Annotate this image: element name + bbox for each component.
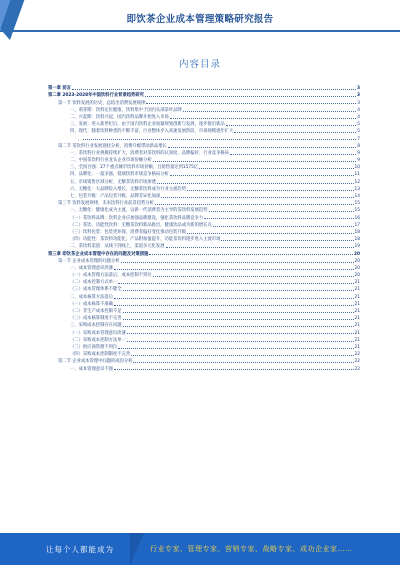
page-header xyxy=(0,0,400,33)
toc-entry-page: 9 xyxy=(357,158,360,164)
toc-entry-page: 20 xyxy=(354,265,360,271)
toc-entry[interactable] xyxy=(48,170,360,177)
toc-leader-dots xyxy=(161,197,353,198)
toc-leader-dots xyxy=(168,147,356,148)
toc-leader-dots xyxy=(226,125,357,126)
toc-entry-label: 七、包装升级：产品包装升级，品牌差异化加深 xyxy=(70,194,161,199)
toc-leader-dots xyxy=(234,132,356,133)
footer-slogan: 让每个人都能成为 xyxy=(46,545,114,554)
toc-leader-dots xyxy=(123,319,354,320)
toc-leader-dots xyxy=(131,355,353,356)
toc-leader-dots xyxy=(170,175,354,176)
toc-entry-label: （二）非生产成本控制不足 xyxy=(70,309,122,314)
toc-entry-page: 15 xyxy=(354,208,360,214)
toc-leader-dots xyxy=(204,218,353,219)
toc-entry-page: 17 xyxy=(354,222,360,228)
toc-entry-page: 21 xyxy=(354,294,360,300)
toc-entry[interactable] xyxy=(48,343,360,350)
toc-entry-label: 二、茶饮料渠道：从线下到线上，渠道多元化发展 xyxy=(70,244,165,250)
toc-entry-label: 一、无糖化：健康化成为主流，以新一代消费者为主导的茶饮料发展趋势 xyxy=(70,208,208,214)
toc-entry-page: 18 xyxy=(354,229,360,235)
toc-leader-dots xyxy=(133,362,353,363)
toc-entry[interactable] xyxy=(48,120,360,127)
toc-entry-label: 六、无糖化：大品牌投入增长，无糖茶饮料成为行业主流趋势 xyxy=(70,186,187,192)
toc-leader-dots xyxy=(170,118,356,119)
toc-leader-dots xyxy=(213,226,354,227)
footer-divider xyxy=(130,533,144,565)
toc-entry[interactable] xyxy=(48,163,360,170)
toc-leader-dots xyxy=(118,348,353,349)
toc-entry-page: 21 xyxy=(354,344,360,350)
toc-entry-label: 一、成本管理意识淡薄 xyxy=(70,265,113,271)
toc-entry[interactable] xyxy=(48,228,360,235)
footer-roles: 行业专家、管理专家、营销专家、战略专家、成功企业家…… xyxy=(150,545,353,553)
toc-leader-dots xyxy=(123,326,354,327)
toc-entry-label: 第三节 饮料发展规律，未来饮料行业前景趋势分析 xyxy=(58,201,154,207)
toc-entry-page: 20 xyxy=(354,258,360,264)
toc-entry-page: 21 xyxy=(354,330,360,336)
toc-entry-page: 20 xyxy=(354,251,360,257)
toc-entry-label: （三）饮料包装：包装更环保，消费者偏好变化推动包装升级 xyxy=(70,229,187,235)
toc-leader-dots xyxy=(209,211,354,212)
toc-entry-page: 22 xyxy=(354,366,360,372)
toc-leader-dots xyxy=(83,139,356,140)
toc-entry[interactable] xyxy=(48,149,360,156)
toc-entry-page: 16 xyxy=(354,215,360,221)
page-footer xyxy=(0,533,400,565)
toc-entry-page: 21 xyxy=(354,316,360,322)
report-title: 即饮茶企业成本管理策略研究报告 xyxy=(126,14,274,25)
toc-entry-label: 第二节 茶饮料行业发展现状分析，消费升级带动新品增长 xyxy=(58,143,167,149)
toc-leader-dots xyxy=(187,190,354,191)
toc-entry-page: 3 xyxy=(357,86,360,92)
toc-leader-dots xyxy=(230,154,356,155)
toc-entry-label: （二）茶饮、功能性饮料：无糖茶饮料新品推出，健康饮品成为新的增长点 xyxy=(70,222,212,228)
toc-leader-dots xyxy=(114,305,354,306)
toc-entry[interactable] xyxy=(48,113,360,120)
toc-leader-dots xyxy=(199,168,353,169)
toc-entry-label: 二、兴起期：饮料兴起，国内饮料品牌开始进入市场 xyxy=(70,114,169,120)
toc-leader-dots xyxy=(114,269,354,270)
toc-entry[interactable] xyxy=(48,84,360,91)
toc-entry[interactable] xyxy=(48,185,360,192)
toc-entry-page: 21 xyxy=(354,309,360,314)
toc-leader-dots xyxy=(114,369,354,370)
toc-leader-dots xyxy=(157,183,354,184)
toc-entry-label: 第一章 前言 xyxy=(48,86,71,92)
toc-entry[interactable] xyxy=(48,278,360,285)
toc-entry[interactable] xyxy=(48,271,360,278)
toc-entry-label: （三）成本核算制度不完善 xyxy=(70,316,122,322)
toc-entry[interactable] xyxy=(48,328,360,335)
toc-entry-page: 21 xyxy=(354,280,360,286)
toc-entry-page: 3 xyxy=(357,93,360,99)
toc-entry-label: 第三章 即饮茶企业成本管理中存在的问题及对策措施 xyxy=(48,251,149,257)
toc-entry-label: （一）采购成本管理意识淡薄 xyxy=(70,330,126,336)
toc-entry-page: 5 xyxy=(357,129,360,135)
toc-entry-page: 12 xyxy=(354,179,360,185)
header-divider xyxy=(0,30,400,32)
toc-entry-label: 第一节 饮料发展的历史，总结出消费发展规律 xyxy=(58,100,146,106)
toc-entry[interactable] xyxy=(48,91,360,98)
toc-entry[interactable] xyxy=(48,292,360,299)
toc-entry-label: 四、品牌化：一超多强，低端饮料市场竞争格局分析 xyxy=(70,172,169,178)
toc-entry[interactable] xyxy=(48,257,360,264)
toc-leader-dots xyxy=(127,333,354,334)
toc-entry[interactable] xyxy=(48,300,360,307)
toc-entry-page: 14 xyxy=(354,194,360,199)
toc-entry-label: 二、成本核算方法落后 xyxy=(70,294,113,300)
toc-entry-label: （三）供应商管理不到位 xyxy=(70,344,118,350)
toc-entry-label: 一、茶饮料行业规模持续扩大，消费者对茶饮料的认知度、品牌偏好、行业竞争格局 xyxy=(70,150,229,156)
toc-entry[interactable] xyxy=(48,192,360,199)
toc-entry[interactable] xyxy=(48,264,360,271)
toc-entry-page: 9 xyxy=(357,150,360,156)
toc-entry-page: 4 xyxy=(357,107,360,113)
toc-entry[interactable] xyxy=(48,307,360,314)
toc-entry[interactable] xyxy=(48,199,360,206)
toc-entry-label: （一）茶饮料品牌：饮料企业应加强品牌建设，强化茶饮料品牌竞争力 xyxy=(70,215,204,221)
toc-leader-dots xyxy=(123,312,354,313)
toc-leader-dots xyxy=(221,240,353,241)
toc-entry-label: （二）成本控制方式单一 xyxy=(70,280,118,286)
toc-entry[interactable] xyxy=(48,134,360,141)
toc-leader-dots xyxy=(155,204,354,205)
table-of-contents xyxy=(48,84,360,372)
toc-entry[interactable] xyxy=(48,177,360,184)
toc-entry[interactable] xyxy=(48,206,360,213)
toc-entry-label: 五、市场销售区域分析，无糖茶饮料市场渗透 xyxy=(70,179,156,185)
toc-entry-page: 4 xyxy=(357,114,360,120)
toc-entry[interactable] xyxy=(48,142,360,149)
toc-entry[interactable] xyxy=(48,249,360,256)
toc-entry-label: 一、成本管理意识不强 xyxy=(70,366,113,372)
toc-entry-page: 20 xyxy=(354,273,360,279)
toc-entry-page: 22 xyxy=(354,359,360,365)
toc-entry[interactable] xyxy=(48,336,360,343)
toc-entry-label: （四）采购成本控制制度不完善 xyxy=(70,352,131,358)
toc-entry-label: 第一节 企业成本管理的问题分析 xyxy=(58,258,120,264)
toc-entry-label: （二）采购成本控制方法单一 xyxy=(70,337,126,343)
toc-entry-label: 二、中国茶饮料行业龙头企业市场份额分析 xyxy=(70,158,152,164)
toc-entry-page: 11 xyxy=(354,172,360,178)
toc-entry-label: （四）功能性：茶饮料功能化，产品附加值提升，功能茶饮料逐步进入主流市场 xyxy=(70,237,221,243)
toc-entry-page: 10 xyxy=(354,165,360,171)
toc-entry[interactable] xyxy=(48,213,360,220)
toc-entry-label: 三、采购成本控制存在问题 xyxy=(70,323,122,329)
toc-leader-dots xyxy=(183,111,357,112)
toc-entry[interactable] xyxy=(48,242,360,249)
toc-entry-label: 第二章 2023-2028年中国饮料行业背景趋势研究 xyxy=(48,93,144,99)
toc-entry[interactable] xyxy=(48,156,360,163)
toc-entry-page: 13 xyxy=(354,186,360,192)
toc-entry-page: 7 xyxy=(357,136,360,142)
toc-entry-label: （一）成本核算不准确 xyxy=(70,301,113,307)
toc-entry[interactable] xyxy=(48,350,360,357)
toc-entry-label: （三）成本管理体系不健全 xyxy=(70,287,122,293)
toc-entry[interactable] xyxy=(48,98,360,105)
toc-heading: 内容目录 xyxy=(178,59,221,70)
toc-entry[interactable] xyxy=(48,314,360,321)
toc-entry-page: 8 xyxy=(357,143,360,149)
toc-entry-page: 19 xyxy=(354,244,360,250)
toc-entry-page: 18 xyxy=(354,237,360,243)
toc-entry-page: 22 xyxy=(354,352,360,358)
toc-entry-page: 21 xyxy=(354,287,360,293)
toc-leader-dots xyxy=(166,247,354,248)
toc-entry[interactable] xyxy=(48,235,360,242)
toc-entry-label: 第二节 企业成本管理中问题的成因分析 xyxy=(58,359,133,365)
toc-entry-page: 15 xyxy=(354,201,360,207)
toc-entry-label: 三、发展：进入新世纪后，由于国内饮料企业加紧规划创新与发展，逐步推出新品 xyxy=(70,122,225,128)
toc-entry[interactable] xyxy=(48,321,360,328)
toc-leader-dots xyxy=(72,89,356,90)
toc-entry-label: ， xyxy=(78,136,83,142)
toc-leader-dots xyxy=(153,161,357,162)
toc-leader-dots xyxy=(187,233,354,234)
toc-entry[interactable] xyxy=(48,285,360,292)
toc-leader-dots xyxy=(149,254,353,255)
toc-leader-dots xyxy=(123,290,354,291)
toc-entry[interactable] xyxy=(48,221,360,228)
toc-entry[interactable] xyxy=(48,357,360,364)
toc-leader-dots xyxy=(114,298,354,299)
toc-entry[interactable] xyxy=(48,364,360,371)
toc-leader-dots xyxy=(118,283,353,284)
toc-entry-page: 5 xyxy=(357,122,360,128)
toc-entry-label: 一、萌芽期：饮料定位健康，饮料集中于国内头部茶叶品牌 xyxy=(70,107,182,113)
toc-leader-dots xyxy=(127,341,354,342)
toc-leader-dots xyxy=(146,103,356,104)
toc-leader-dots xyxy=(145,96,356,97)
toc-leader-dots xyxy=(153,276,354,277)
toc-entry-label: 四、现代：随着饮料种类的不断丰富，行业整体步入高速发展阶段，市场规模逐年扩大 xyxy=(70,129,234,135)
toc-entry-page: 21 xyxy=(354,337,360,343)
toc-entry[interactable] xyxy=(48,127,360,134)
toc-entry-page: 3 xyxy=(357,100,360,106)
toc-leader-dots xyxy=(121,262,354,263)
toc-entry-label: 三、全国百强：27个重点城市饮料市场份额，且销售量达到1575亿 xyxy=(70,165,199,171)
toc-entry-label: （一）成本管理方法落后，成本控制不到位 xyxy=(70,273,152,279)
toc-entry-page: 21 xyxy=(354,323,360,329)
toc-entry[interactable] xyxy=(48,106,360,113)
toc-entry-page: 21 xyxy=(354,301,360,307)
